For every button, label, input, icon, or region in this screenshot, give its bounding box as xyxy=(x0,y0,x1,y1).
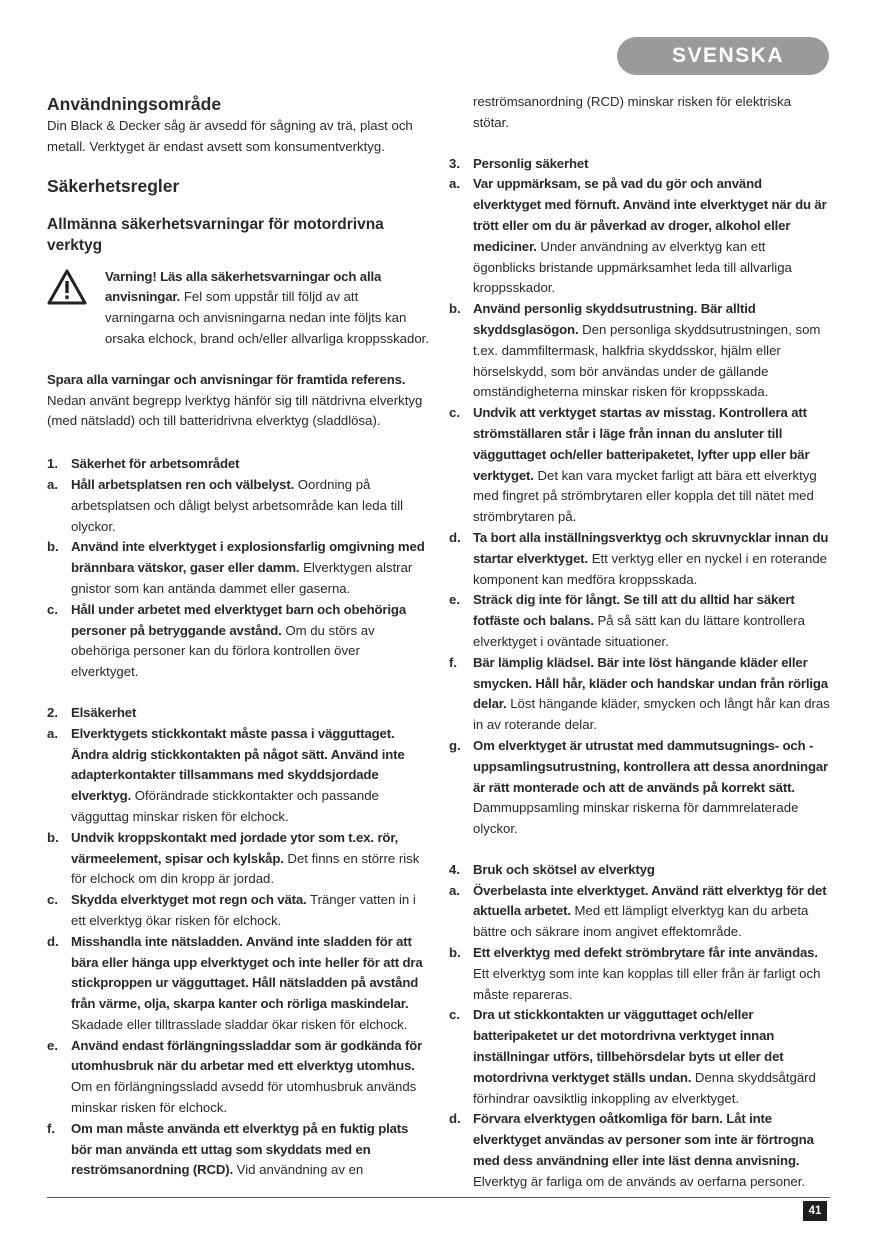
section-2-heading: 2. Elsäkerhet xyxy=(47,704,137,720)
continuation-text: reströmsanordning (RCD) minskar risken för elektriska stötar. xyxy=(473,94,792,130)
warning-block xyxy=(47,267,429,350)
list-item: d. Förvara elverktygen oåtkomliga för barn. Låt inte elverktyget användas av personer som inte är förtrogna med dess användning eller inte läst denna anvisning. Elverktyg är farliga om de används av oerfarna personer. xyxy=(449,1111,814,1189)
save-instructions: Spara alla varningar och anvisningar för framtida referens. Nedan använt begrepp lverktyg hänför sig till nätdrivna elverktyg (med nätsladd) och till batteridrivna elverktyg (sladdlösa). xyxy=(47,371,423,429)
safety-heading: Säkerhetsregler xyxy=(47,175,180,196)
left-column xyxy=(47,92,429,1181)
list-item: f. Bär lämplig klädsel. Bär inte löst hängande kläder eller smycken. Håll hår, kläder och handskar undan från rörliga delar. Löst hängande kläder, smycken och långt hår kan dras in av roterande delar. xyxy=(449,654,830,733)
list-item: f. Om man måste använda ett elverktyg på en fuktig plats bör man använda ett uttag som skyddats med en reströmsanordning (RCD). Vid användning av en xyxy=(47,1120,409,1178)
page-number: 41 xyxy=(803,1201,827,1221)
footer-rule xyxy=(47,1197,830,1198)
list-item: c. Håll under arbetet med elverktyget barn och obehöriga personer på betryggande avstånd. Om du störs av obehöriga personer kan du förlora kontrollen över elverktyget. xyxy=(47,601,407,680)
warning-triangle-icon xyxy=(47,267,105,350)
list-item: b. Ett elverktyg med defekt strömbrytare får inte användas. Ett elverktyg som inte kan kopplas till eller från är farligt och måste repareras. xyxy=(449,945,821,1002)
section-3-heading: 3. Personlig säkerhet xyxy=(449,155,589,171)
list-item: d. Ta bort alla inställningsverktyg och skruvnycklar innan du startar elverktyget. Ett verktyg eller en nyckel i en roterande komponent kan medföra kroppsskada. xyxy=(449,529,829,587)
list-item: e. Sträck dig inte för långt. Se till att du alltid har säkert fotfäste och balans. På så sätt kan du lättare kontrollera elverktyget i oväntade situationer. xyxy=(449,592,805,649)
language-tab: SVENSKA xyxy=(617,37,829,75)
list-item: a. Var uppmärksam, se på vad du gör och använd elverktyget med förnuft. Använd inte elverktyget när du är trött eller om du är påverkad av droger, alkohol eller mediciner. Under användning av elverktyg kan ett ögonblicks bristande uppmärksamhet leda till allvarliga kroppsskador. xyxy=(449,176,827,296)
warning-text: Varning! Läs alla säkerhetsvarningar och alla anvisningar. Fel som uppstår till följd av att varningarna och anvisningarna nedan inte följts kan orsaka elchock, brand och/eller allvarliga kroppsskador. xyxy=(105,268,429,346)
list-item: a. Elverktygets stickkontakt måste passa i vägguttaget. Ändra aldrig stickkontakten på något sätt. Använd inte adapterkontakter tillsammans med skyddsjordade elverktyg. Oförändrade stickkontakter och passande vägguttag minskar risken för elchock. xyxy=(47,725,405,824)
list-item: c. Dra ut stickkontakten ur vägguttaget och/eller batteripaketet ur det motordrivna verktyget innan inställningar utförs, tillbehörsdelar byts ut eller det motordrivna verktyget ställs undan. Denna skyddsåtgärd förhindrar oavsiktlig inkoppling av elverktyget. xyxy=(449,1007,816,1106)
list-item: a. Överbelasta inte elverktyget. Använd rätt elverktyg för det aktuella arbetet. Med ett lämpligt elverktyg kan du arbeta bättre och säkrare inom angivet effektområde. xyxy=(449,882,827,940)
right-column xyxy=(449,92,830,1193)
list-item: a. Håll arbetsplatsen ren och välbelyst. Oordning på arbetsplatsen och dåligt belyst arbetsområde kan leda till olyckor. xyxy=(47,476,404,534)
list-item: b. Undvik kroppskontakt med jordade ytor som t.ex. rör, värmeelement, spisar och kylskåp. Det finns en större risk för elchock om din kropp är jordad. xyxy=(47,829,420,887)
list-item: d. Misshandla inte nätsladden. Använd inte sladden för att bära eller hänga upp elverktyget och inte heller för att dra stickproppen ur vägguttaget. Håll nätsladden på avstånd från värme, olja, skarpa kanter och rörliga maskindelar. Skadade eller tilltrasslade sladdar ökar risken för elchock. xyxy=(47,933,423,1032)
list-item: e. Använd endast förlängningssladdar som är godkända för utomhusbruk när du arbetar med ett elverktyg utomhus. Om en förlängningssladd avsedd för utomhusbruk används minskar risken för elchock. xyxy=(47,1037,423,1116)
list-item: b. Använd inte elverktyget i explosionsfarlig omgivning med brännbara vätskor, gaser eller damm. Elverktygen alstrar gnistor som kan antända dammet eller gaserna. xyxy=(47,539,425,596)
list-item: b. Använd personlig skyddsutrustning. Bär alltid skyddsglasögon. Den personliga skyddsutrustningen, som t.ex. dammfiltermask, halkfria skyddsskor, hjälm eller hörselskydd, som bör användas under de gällande omständigheterna minskar risken för kroppsskada. xyxy=(449,301,821,400)
usage-text: Din Black & Decker såg är avsedd för sågning av trä, plast och metall. Verktyget är endast avsett som konsumentverktyg. xyxy=(47,118,413,154)
list-item: c. Undvik att verktyget startas av misstag. Kontrollera att strömställaren står i läge från innan du ansluter till vägguttaget och/eller batteripaketet, lyfter upp eller bär verktyget. Det kan vara mycket farligt att bära ett elverktyg med fingret på strömbrytaren eller koppla det till nätet med strömbrytaren på. xyxy=(449,405,817,525)
general-warnings-heading: Allmänna säkerhetsvarningar för motordrivna verktyg xyxy=(47,215,384,255)
list-item: c. Skydda elverktyget mot regn och väta. Tränger vatten in i ett elverktyg ökar risken för elchock. xyxy=(47,892,416,928)
section-4-heading: 4. Bruk och skötsel av elverktyg xyxy=(449,861,655,877)
list-item: g. Om elverktyget är utrustat med dammutsugnings- och -uppsamlingsutrustning, kontrollera att dessa anordningar är rätt monterade och att de används på korrekt sätt. Dammuppsamling minskar riskerna för dammrelaterade olyckor. xyxy=(449,737,829,837)
usage-heading: Användningsområde xyxy=(47,94,222,114)
section-1-heading: 1. Säkerhet för arbetsområdet xyxy=(47,456,240,472)
